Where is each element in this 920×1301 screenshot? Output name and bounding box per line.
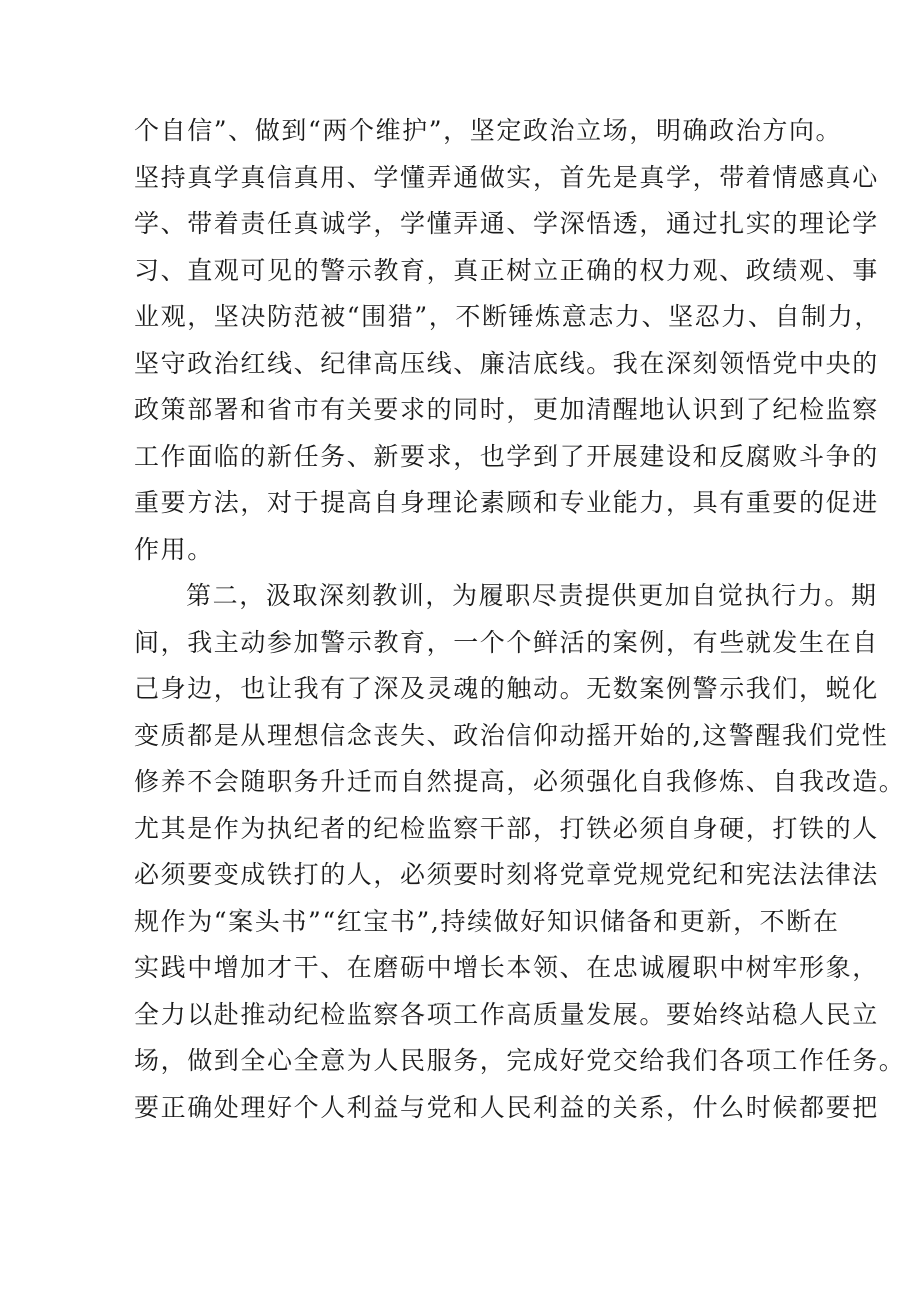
text-line: 业观，坚决防范被“围猎”，不断锤炼意志力、坚忍力、自制力， <box>134 302 881 331</box>
text-line: 场，做到全心全意为人民服务，完成好党交给我们各项工作任务。 <box>134 1046 906 1075</box>
text-line: 政策部署和省市有关要求的同时，更加清醒地认识到了纪检监察 <box>134 395 879 424</box>
text-line: 间，我主动参加警示教育，一个个鲜活的案例，有些就发生在自 <box>134 627 879 657</box>
text-line: 重要方法，对于提高自身理论素顾和专业能力，具有重要的促进 <box>134 488 879 517</box>
text-line: 修养不会随职务升迁而自然提高，必须强化自我修炼、自我改造。 <box>134 767 906 796</box>
text-line: 习、直观可见的警示教育，真正树立正确的权力观、政绩观、事 <box>134 255 879 285</box>
text-line: 个自信”、做到“两个维护”，坚定政治立场，明确政治方向。 <box>134 116 843 145</box>
text-line: 学、带着责任真诚学，学懂弄通、学深悟透，通过扎实的理论学 <box>134 209 879 238</box>
text-line: 作用。 <box>134 534 214 564</box>
text-line: 坚守政治红线、纪律高压线、廉洁底线。我在深刻领悟党中央的 <box>134 348 879 378</box>
text-line: 实践中增加才干、在磨砺中增长本领、在忠诚履职中树牢形象， <box>134 953 879 982</box>
text-line: 规作为“案头书”“红宝书”,持续做好知识储备和更新，不断在 <box>134 906 840 936</box>
text-line: 第二，汲取深刻教训，为履职尽责提供更加自觉执行力。期 <box>186 581 878 610</box>
text-line: 工作面临的新任务、新要求，也学到了开展建设和反腐败斗争的 <box>134 441 879 471</box>
text-line: 必须要变成铁打的人，必须要时刻将党章党规党纪和宪法法律法 <box>134 860 879 889</box>
text-line: 变质都是从理想信念丧失、政治信仰动摇开始的,这警醒我们党性 <box>134 720 889 750</box>
text-line: 坚持真学真信真用、学懂弄通做实，首先是真学，带着情感真心 <box>134 162 879 192</box>
document-body <box>134 108 906 1131</box>
text-line: 全力以赴推动纪检监察各项工作高质量发展。要始终站稳人民立 <box>134 999 879 1029</box>
text-line: 尤其是作为执纪者的纪检监察干部，打铁必须自身硬，打铁的人 <box>134 813 879 843</box>
paragraph-1 <box>134 108 881 573</box>
text-line: 己身边，也让我有了深及灵魂的触动。无数案例警示我们，蜕化 <box>134 674 879 703</box>
paragraph-2 <box>134 573 906 1131</box>
text-line: 要正确处理好个人利益与党和人民利益的关系，什么时候都要把 <box>134 1092 879 1122</box>
